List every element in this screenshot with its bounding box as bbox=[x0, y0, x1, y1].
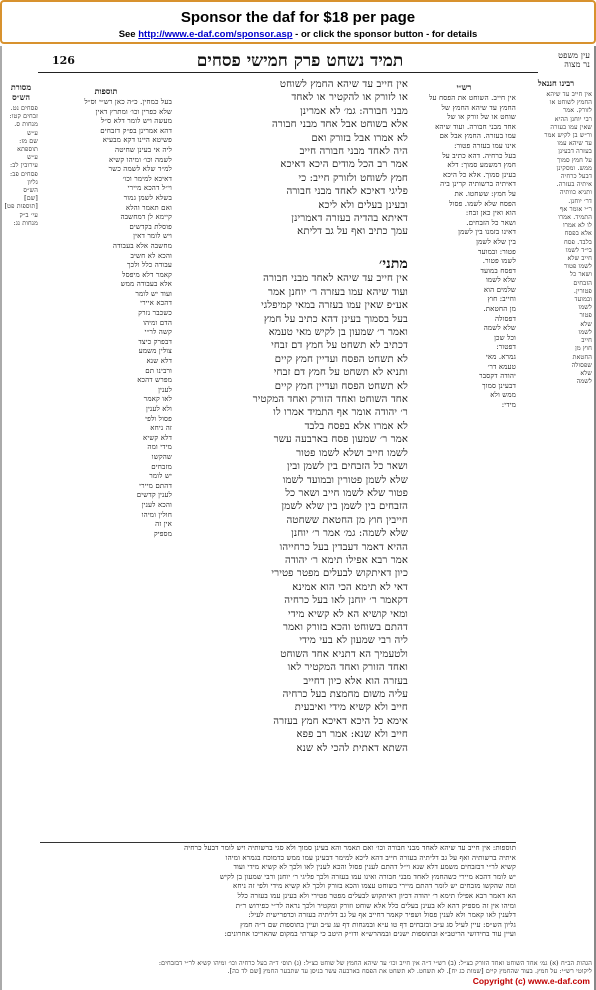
text-line: דלענין לאו קאמר ולא לענין פסול ושפיר קאמר דחייב אף על גב דליתיה בעזרה וכדפרישית לעיל: bbox=[248, 911, 516, 920]
text-line: אלא בעבודה ממש bbox=[120, 280, 172, 289]
text-line: דאיכא למימר וכו׳ bbox=[122, 174, 172, 183]
text-line: על חמץ: ששחטו. את bbox=[454, 189, 516, 198]
text-line: עד שיהא עמו bbox=[557, 140, 592, 148]
text-line: פשיטא היינו דקא מבעיא bbox=[102, 136, 172, 145]
text-line: פסחים נט. bbox=[10, 105, 38, 112]
text-line: שלמים הוא bbox=[483, 285, 516, 294]
text-line: ותניא כוותיה bbox=[559, 189, 592, 197]
text-line: יהודה דקסבר bbox=[479, 372, 516, 381]
text-line: [תוספות פט] bbox=[4, 203, 38, 211]
text-line: לשמו פטור bbox=[564, 263, 592, 271]
text-line: ור״ש בן לקיש אמר bbox=[544, 132, 592, 140]
text-line: קאמר דלא מיפסל bbox=[122, 270, 172, 279]
sponsor-subtitle bbox=[2, 29, 594, 40]
text-line: ואמר ר׳ שמעון בן לקיש מאי טעמא bbox=[268, 327, 408, 339]
text-line: דאינו בזמנו בין לשמן bbox=[458, 228, 516, 237]
text-line: דאיתיה ברשותיה קרינן ביה bbox=[440, 180, 516, 189]
talmud-page bbox=[0, 48, 596, 974]
text-line: הדם ומיהו bbox=[143, 318, 172, 327]
text-line: מנחות נג: bbox=[13, 219, 38, 227]
text-line: שלא לשמה: גמ׳ אמר ר׳ יוחנן bbox=[291, 528, 408, 540]
text-line: אין חייב עד שיהא bbox=[546, 91, 592, 98]
text-line: חולין ומיהו bbox=[141, 510, 172, 519]
text-line: פוסלת בקדשים bbox=[129, 222, 172, 231]
text-line: דפסולה bbox=[494, 314, 516, 323]
text-line: שם מז: bbox=[19, 137, 38, 145]
text-line: [שם] bbox=[24, 195, 38, 203]
text-line: בעל כמחין. כ״ה כאן רש״י וס״ל bbox=[84, 98, 172, 106]
text-line: דהא אמרינן בפ״ק דזבחים bbox=[100, 126, 172, 135]
text-line: הזבחים בין לשמן בין שלא לשמן bbox=[281, 501, 408, 513]
text-line: לזורק. אמר bbox=[563, 107, 592, 115]
text-line: מספיק bbox=[153, 529, 172, 538]
text-line: חייב שלא bbox=[567, 255, 592, 263]
text-line: שלא bbox=[580, 320, 592, 328]
text-line: דאי לא תימא הכי הוא אמינא bbox=[292, 581, 408, 593]
text-line: ותניא לא תשחט על חמץ דם זבחי bbox=[273, 367, 408, 379]
text-line: לא אמרו אלא בפסח בלבד bbox=[304, 420, 408, 432]
text-line: ואם תאמר והלא bbox=[125, 203, 172, 212]
text-line: ועוד שיהא עמו בעזרה ר׳ יוחנן אמר bbox=[268, 286, 408, 298]
text-line: ומאי קושיא הא לא קשיא מידי bbox=[288, 608, 408, 620]
text-line: לא תשחט הפסח ועדיין חמץ קיים bbox=[274, 380, 408, 392]
sponsor-banner[interactable] bbox=[0, 0, 596, 44]
text-line: מעשה ויש לומר דלא ס״ל bbox=[100, 117, 172, 126]
text-line: גליון הש״ס: עיין לעיל סג ע״ב ובזבחים דף טו ע״א ובמנחות דף עג ע״ב ועיין בתוספות שם ד״ה חמץ bbox=[240, 920, 516, 929]
text-line: אין חייב עד שיהא החמץ לשוחט bbox=[279, 79, 408, 90]
text-line: דר׳ יוחנן. bbox=[568, 197, 592, 205]
text-line: דלא שנא bbox=[146, 357, 172, 366]
text-line: ושאר כל הזבחים. bbox=[466, 218, 516, 227]
text-line: אין חייב עד שיהא לאחד מבני חבורה bbox=[263, 273, 408, 285]
text-line: אינו עמו בעזרה פטור: bbox=[454, 141, 516, 150]
text-line: פליגי דאיכא לאחד מבני חבורה bbox=[286, 186, 408, 198]
text-line: הוא ואין כאן זבח: bbox=[465, 209, 516, 218]
text-line: הגהות הב״ח (א) גמ׳ אחד השוחט ואחד הזורק כצ״ל: (ב) רש״י ד״ה אין חייב וכו׳ עד שיהא החמץ של שוחט כצ״ל: (ג) תוס׳ ד״ה בעל כרחיה וכו׳ ומיהו קשיא לר״י דבזבחים: bbox=[158, 960, 592, 967]
text-line: שלא כפרין וכו׳ ומתרץ דאין bbox=[95, 107, 172, 116]
text-line: וכל שכן bbox=[494, 333, 516, 342]
text-line: הפסח שלא לשמו. פסול bbox=[449, 199, 516, 208]
right-margin-column bbox=[520, 78, 592, 938]
text-line: אין חייב. השוחט את הפסח על bbox=[429, 94, 516, 102]
text-line: אלא בפסח bbox=[564, 230, 592, 238]
text-line: זבחים קטו: bbox=[9, 113, 38, 121]
page-number: 126 bbox=[52, 54, 75, 67]
text-line: אמר רבא אפילו תימא ר׳ יהודה bbox=[285, 554, 408, 566]
text-line: פסחים פב: bbox=[10, 170, 38, 178]
sponsor-title: Sponsor the daf for $18 per page bbox=[180, 9, 416, 26]
text-line: בי״ד לשמו bbox=[565, 246, 592, 254]
bottom-lines bbox=[40, 844, 516, 940]
text-line: אמר ר׳ שמעון פסח בארבעה עשר bbox=[273, 434, 408, 446]
text-line: עמך כתיב ואף על גב דליתא bbox=[297, 226, 408, 238]
main-top-lines bbox=[176, 78, 408, 239]
text-line: שאין עמו בעזרה bbox=[550, 123, 592, 131]
text-line: ר״י אומר אף bbox=[559, 205, 592, 213]
text-line: לשמה bbox=[576, 378, 592, 386]
text-line: ולא לענין bbox=[146, 405, 172, 413]
text-line: ע״ש bbox=[27, 129, 38, 137]
text-line: ושאר כל הזבחים בין לשמן ובין bbox=[286, 461, 408, 473]
text-line: דקאמר ר׳ יוחנן לאו בעל כרחיה bbox=[284, 595, 408, 607]
text-line: ע״ש bbox=[27, 154, 38, 162]
text-line: לשמו פטור. bbox=[482, 257, 516, 266]
text-line: עמו בעזרה. החמץ אבל אם bbox=[439, 132, 516, 141]
main-lines bbox=[176, 272, 408, 755]
text-line: בעל כרחיה. דהא כתיב על bbox=[442, 151, 516, 160]
rashi-title: רש״י bbox=[456, 82, 472, 92]
text-line: תוספות: אין חייב עד שיהא לאחד מבני חבורה וכו׳ ואם תאמר והא בעינן סמוך ולא סגי ברשותיה ויש לומר דבעל כרחיה bbox=[184, 844, 516, 852]
text-line: אחד מבני חבורה. ועוד שיהא bbox=[435, 122, 516, 131]
tosafot-lines bbox=[40, 98, 172, 539]
text-line: שפסולה bbox=[571, 361, 592, 369]
text-line: לשמו bbox=[578, 304, 592, 312]
corner-line: נר מצוה bbox=[564, 60, 590, 69]
text-line: מפרש דהכא bbox=[137, 376, 172, 385]
text-line: מן החטאת. bbox=[483, 305, 516, 314]
text-line: דפסח במועד bbox=[480, 266, 516, 275]
mishnah-heading bbox=[176, 258, 408, 272]
text-line: פטור bbox=[579, 312, 592, 320]
text-line: לו לא אמרו bbox=[563, 222, 592, 230]
text-line: גליון bbox=[27, 178, 38, 186]
text-line: ורבינו תם bbox=[145, 366, 172, 375]
text-line: דאיתא בהדיה בעזרה דאמרינן bbox=[291, 213, 408, 225]
text-line: וי״ל דהכא מיירי bbox=[127, 184, 172, 193]
text-line: טעמא דר׳ bbox=[487, 362, 516, 371]
text-line: פטור שלא לשמו חייב ושאר כל bbox=[285, 487, 408, 499]
text-line: דפטור: bbox=[496, 343, 516, 352]
text-line: יש לומר bbox=[149, 472, 172, 481]
text-line: קיימא לן דמחשבה bbox=[120, 213, 172, 222]
text-line: מנחות ס. bbox=[14, 121, 38, 129]
text-line: איתיה בעזרה. bbox=[556, 181, 592, 189]
text-line: ליקוטי רש״י: על חמץ. בעוד שהחמץ קיים [שמות כג יח]. לא תשחט. לא תשחט את הפסח בארבעה עשר בניסן עד שתבער החמץ [שם לד כה]. bbox=[227, 968, 592, 976]
text-line: והכא לא חשיב bbox=[130, 251, 172, 260]
text-line: ומיהו אין זה מספיק דהא לא בעינן בעלים כלל אלא שוחט וזורק ומקטיר ולכך נראה לר״י כפירוש ר״ת bbox=[235, 901, 516, 910]
text-line: והכא לענין bbox=[141, 500, 172, 509]
text-line: בעל בסמוך בעינן דהא כתיב על חמץ bbox=[263, 313, 408, 325]
main-text-column bbox=[176, 256, 408, 754]
text-line: לשמו חייב ושלא לשמו פטור bbox=[296, 447, 408, 459]
text-line: חייב ולא קשיא מידי ואיבעית bbox=[294, 702, 408, 714]
text-line: שלא לשמן פטורין ובמועד לשמו bbox=[282, 474, 408, 486]
running-head: תמיד נשחט פרק חמישי פסחים bbox=[196, 51, 404, 71]
text-line: איתיה ברשותיה ואף על גב דליתיה בעזרה חייב דהא ליכא למימר דבעינן עמו ממש כדמוכח בגמרא ומיהו bbox=[225, 853, 516, 862]
text-line: דבעינן סמוך bbox=[482, 381, 516, 390]
bottom-rule bbox=[40, 842, 516, 843]
text-line: חוץ מן bbox=[575, 345, 592, 353]
left-margin-column bbox=[4, 82, 38, 962]
text-line: מבני חבורה: גמ׳ לא אמרינן bbox=[300, 105, 408, 117]
text-line: ויש לומר דאין bbox=[133, 232, 172, 241]
text-line: ולטעמיך הא דתניא אחד השוחט bbox=[280, 648, 408, 660]
text-line: אמר רב הכל מודים היכא דאיכא bbox=[280, 159, 408, 171]
text-line: לא אמרו אבל בזורק ואם bbox=[311, 132, 408, 144]
text-line: חייבין חוץ מן החטאת ששחטה bbox=[286, 514, 408, 526]
text-line: בעינן סמוך. אלא כל היכא bbox=[442, 170, 516, 179]
text-line: בעזרה הוא אלא כיון דחייב bbox=[303, 675, 408, 687]
text-line: תוספתא bbox=[17, 146, 38, 154]
text-line: שלא bbox=[580, 369, 592, 377]
text-line: השתא דאתית להכי לא שנא bbox=[296, 742, 408, 754]
text-line: החמץ לשוחט או bbox=[549, 99, 592, 107]
sponsor-sub-suffix: - or click the sponsor button - for details bbox=[292, 29, 478, 40]
text-line: ועוד יש לומר bbox=[135, 289, 172, 298]
text-line: ובעינן בעלים ולא ליכא bbox=[318, 199, 408, 211]
text-line: הזבחים bbox=[573, 279, 592, 287]
text-line: החטאת bbox=[572, 353, 592, 361]
text-line: ליה אי בעינן שחיטה bbox=[115, 145, 172, 154]
text-line: אלא בשוחט אבל אחד מבני חבורה bbox=[272, 119, 408, 131]
text-line: לאו קאמר bbox=[143, 395, 172, 404]
tosafot-title: תוספות bbox=[94, 86, 118, 96]
text-line: דהתם מיירי bbox=[139, 481, 172, 490]
text-line: חייב bbox=[581, 337, 592, 345]
text-line: למ״ד שלא לשמה כשר bbox=[108, 165, 172, 174]
text-line: דהתם בשוחט והכא בזורק ואמר bbox=[283, 621, 408, 633]
text-line: ועיין עוד בחידושי הריטב״א ובתוספות ישנים ובמהרש״א ודו״ק היטב כי קצרתי במקום שהאריכו אחרונים: bbox=[224, 930, 516, 939]
corner-line: עין משפט bbox=[558, 51, 590, 60]
footer-lines bbox=[4, 960, 592, 976]
text-line: ממש. ומסקינן bbox=[556, 164, 592, 172]
text-line: לשמה וכו׳ ומיהו קשיא bbox=[108, 155, 172, 164]
text-line: אין זה bbox=[155, 520, 172, 529]
text-line: לשמו bbox=[578, 328, 592, 336]
text-line: אימא כל היכא דאיכא חמץ בעזרה bbox=[273, 715, 408, 727]
text-line: בעזרה דבעינן bbox=[558, 148, 592, 156]
text-line: וחייב: חוץ bbox=[487, 295, 516, 304]
right-margin-title: רבינו חננאל bbox=[537, 78, 575, 88]
text-line: ובמועד bbox=[574, 296, 592, 304]
text-line: זה ניחא bbox=[150, 424, 172, 433]
text-line: דהכא איירי bbox=[140, 299, 172, 308]
sponsor-sub-prefix: See bbox=[118, 29, 139, 40]
sponsor-link[interactable]: http://www.e-daf.com/sponsor.asp bbox=[138, 29, 293, 40]
text-line: הא דאמר רבא אפילו תימא ר׳ יהודה דכיון דאיתקוש לבעלים מפטר פטירי ולא בעינן עמו בעזרה כלל bbox=[237, 891, 516, 900]
text-line: צולין משמע bbox=[138, 347, 172, 356]
text-line: ושאר כל bbox=[569, 271, 592, 279]
text-line: דכתיב לא תשחט על חמץ דם זבחי bbox=[271, 340, 408, 352]
text-line: עירובין לב: bbox=[10, 162, 38, 170]
text-line: לא תשחט הפסח ועדיין חמץ קיים bbox=[274, 353, 408, 365]
text-line: ר׳ יהודה אומר אף התמיד אמרו לו bbox=[273, 407, 408, 419]
corner-label bbox=[520, 51, 590, 69]
rashi-lines bbox=[412, 94, 516, 411]
text-line: אחד השוחט ואחד הזורק ואחד המקטיר bbox=[252, 394, 408, 406]
text-line: התמיד. אמרו bbox=[558, 214, 592, 222]
text-line: מידי: bbox=[501, 401, 516, 409]
text-line: בשלא לשמן גמור bbox=[123, 193, 172, 202]
main-text-top bbox=[176, 78, 408, 256]
text-line: על חמץ סמוך bbox=[557, 156, 592, 164]
text-line: פטורין. bbox=[573, 287, 592, 295]
text-line: הש״ס bbox=[23, 187, 38, 195]
text-line: דבעל כרחיה bbox=[560, 173, 592, 181]
text-line: אע״פ שאין עמו בעזרה במאי קמיפלגי bbox=[261, 300, 408, 312]
text-line: דבפרק כיצד bbox=[138, 337, 172, 346]
text-line: מזבחים bbox=[151, 462, 172, 471]
mishnah-word: מתני׳ bbox=[378, 256, 408, 272]
text-line: גמרא. מאי bbox=[485, 353, 516, 362]
text-line: פסול ולפי bbox=[145, 414, 172, 423]
text-line: שלא לשמה bbox=[483, 324, 516, 333]
text-line: כיון דאיתקוש לבעלים מפטר פטירי bbox=[271, 568, 408, 580]
text-line: ההיא דאמר דעבדין בעל כרחייהו bbox=[279, 541, 408, 553]
left-margin-lines bbox=[4, 105, 38, 228]
bottom-commentary bbox=[40, 844, 516, 960]
text-line: חייב ולא שנא: אמר רב פפא bbox=[296, 729, 408, 741]
text-line: עבודה כלל ולכך bbox=[127, 261, 172, 270]
text-line: לענין bbox=[158, 385, 172, 394]
text-line: חמץ לשוחט ולזורק חייב: כי bbox=[298, 172, 408, 184]
text-line: לענין קדשים bbox=[136, 491, 172, 500]
text-line: שהקשו bbox=[151, 452, 172, 461]
text-line: חמץ דמשמע סמוך: דלא bbox=[447, 161, 516, 170]
header-rule bbox=[38, 72, 538, 73]
text-line: ממש ולא bbox=[490, 391, 516, 400]
text-line: דלא קשיא bbox=[142, 433, 172, 442]
text-line: עי׳ ב״ק bbox=[19, 211, 38, 219]
text-line: יש לומר דהכא מיירי כשהחמץ לאחד מבני חבורה ואינו עמו בעזרה ולכך פליגי ר׳ יוחנן ורבי שמעון בן לקיש bbox=[219, 872, 516, 881]
page-header bbox=[0, 48, 596, 74]
right-margin-lines bbox=[520, 91, 592, 386]
text-line: קשה לר״י bbox=[144, 328, 172, 337]
left-margin-title: מסורת הש״ס bbox=[10, 82, 32, 102]
rashi-column bbox=[412, 78, 516, 858]
text-line: קשיא לר״י דבזבחים משמע דלא שנא וי״ל דהתם לענין פסול והכא לענין לאו ולכך לא קשיא מידי ועוד bbox=[233, 863, 516, 872]
text-line: החמץ עד שיהא החמץ של bbox=[441, 103, 516, 112]
text-line: בלבד. פסח bbox=[563, 238, 592, 246]
text-line: שוחט או של זורק או של bbox=[447, 113, 516, 122]
text-line: ומה שהקשו מזבחים יש לומר דהתם מיירי בשוחט עצמו והכא בזורק ולכך לא קשיא מידי ולפי זה ניחא bbox=[233, 882, 516, 891]
text-line: כשכבר נזרק bbox=[138, 309, 172, 318]
tosafot-column bbox=[40, 82, 172, 842]
text-line: מידי ומה bbox=[147, 443, 172, 452]
text-line: ליה רבי שמעון לא בעי מידי bbox=[299, 635, 408, 647]
text-line: עליה משום מחמצת בעל כרחיה bbox=[282, 689, 408, 700]
text-line: בין שלא לשמן bbox=[476, 237, 516, 246]
text-line: פטור: ובמועד bbox=[478, 247, 516, 256]
text-line: היה לאחד מבני חבורה חייב bbox=[299, 146, 408, 158]
copyright-notice[interactable]: Copyright (c) www.e-daf.com bbox=[472, 976, 590, 986]
text-line: רבי יוחנן ההיא bbox=[554, 115, 592, 123]
text-line: מחשבה אלא בעבודה bbox=[112, 241, 172, 250]
text-line: שלא לשמו bbox=[485, 276, 516, 285]
text-line: ואחד הזורק ואחד המקטיר לאו bbox=[287, 662, 408, 674]
text-line: או לזורק או להקטיר או לאחד bbox=[291, 92, 408, 104]
